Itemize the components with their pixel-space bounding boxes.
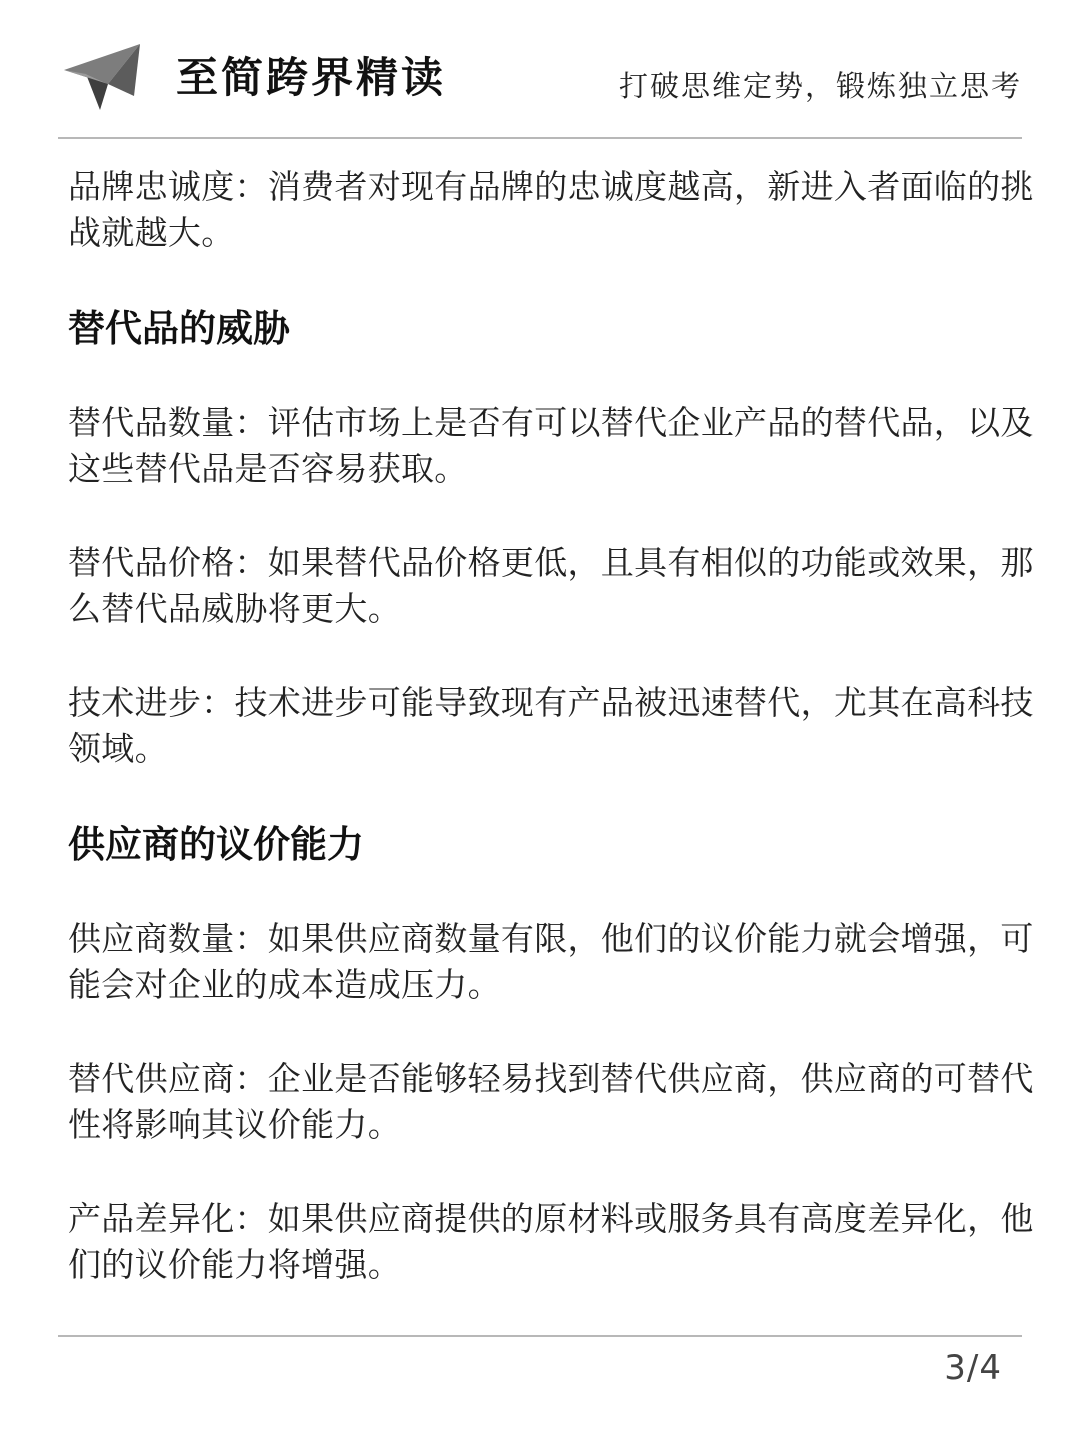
- heading-substitute-threat: 替代品的威胁: [68, 307, 290, 350]
- paper-plane-icon: [64, 44, 140, 110]
- bottom-divider: [58, 1335, 1022, 1337]
- slogan: 打破思维定势，锻炼独立思考: [618, 69, 1022, 103]
- paragraph-differentiation: 产品差异化：如果供应商提供的原材料或服务具有高度差异化，他们的议价能力将增强。: [68, 1199, 1034, 1284]
- heading-supplier-power: 供应商的议价能力: [68, 823, 364, 866]
- paragraph-alt-suppliers: 替代供应商：企业是否能够轻易找到替代供应商，供应商的可替代性将影响其议价能力。: [68, 1059, 1034, 1144]
- paragraph-substitute-quantity: 替代品数量：评估市场上是否有可以替代企业产品的替代品，以及这些替代品是否容易获取。: [68, 403, 1034, 488]
- page-indicator: 3/4: [944, 1348, 1002, 1388]
- paragraph-substitute-price: 替代品价格：如果替代品价格更低，且具有相似的功能或效果，那么替代品威胁将更大。: [68, 543, 1034, 628]
- header: [0, 0, 1080, 138]
- top-divider: [58, 137, 1022, 139]
- paragraph-tech-progress: 技术进步：技术进步可能导致现有产品被迅速替代，尤其在高科技领域。: [68, 683, 1034, 768]
- paragraph-supplier-count: 供应商数量：如果供应商数量有限，他们的议价能力就会增强，可能会对企业的成本造成压力。: [68, 919, 1034, 1004]
- article-body: [68, 164, 1040, 1336]
- brand-title: 至简跨界精读: [176, 53, 447, 102]
- paragraph-brand-loyalty: 品牌忠诚度：消费者对现有品牌的忠诚度越高，新进入者面临的挑战就越大。: [68, 167, 1034, 252]
